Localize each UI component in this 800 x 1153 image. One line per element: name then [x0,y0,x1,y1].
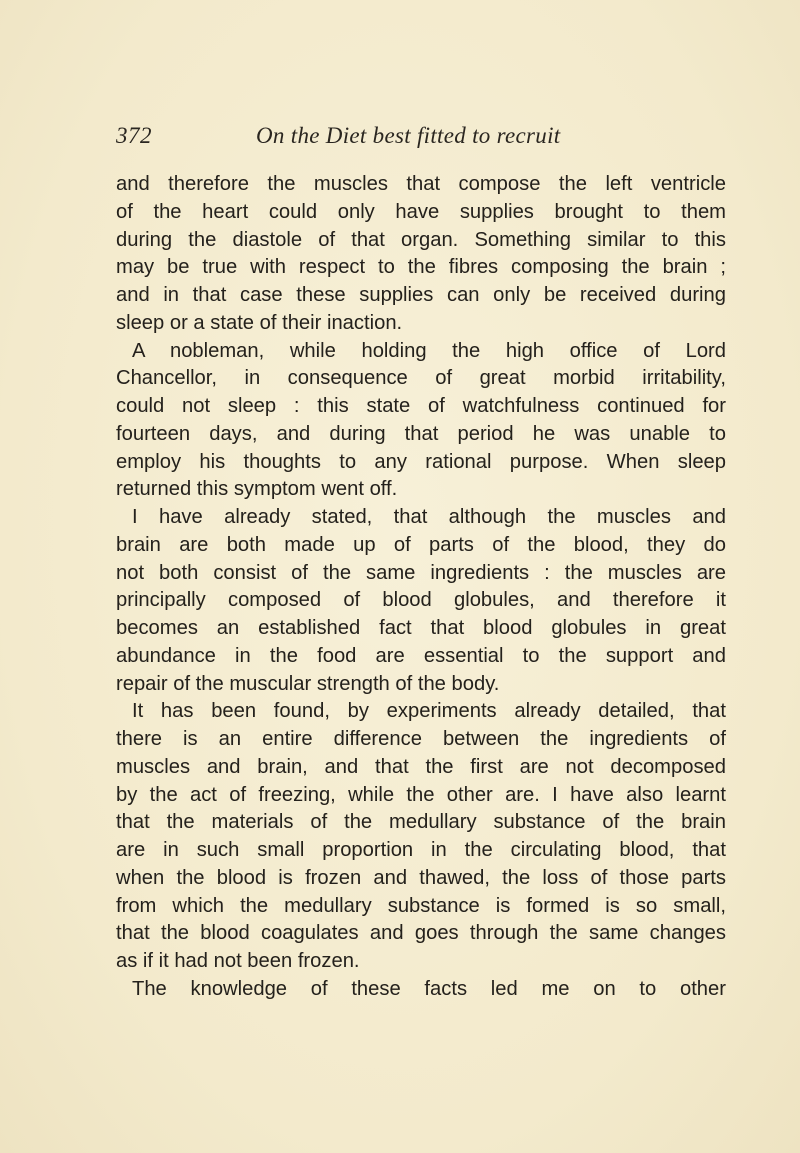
text-line: A nobleman, while holding the high office of Lord [132,339,726,362]
text-line: becomes an established fact that blood globules in great [116,617,726,639]
text-line: returned this symptom went off. [116,478,398,501]
text-line: I have already stated, that although the muscles and [132,506,726,528]
text-line: could not sleep : this state of watchfulness continued for [116,395,726,417]
text-line: during the diastole of that organ. Something similar to this [116,228,726,251]
text-line: principally composed of blood globules, and therefore it [116,589,726,612]
text-line: and in that case these supplies can only be received during [116,284,726,306]
text-line: fourteen days, and during that period he was unable to [116,422,726,445]
text-line: The knowledge of these facts led me on to other [132,977,726,1000]
text-line: are in such small proportion in the circulating blood, that [116,839,726,861]
text-line: of the heart could only have supplies brought to them [116,200,726,223]
text-line: from which the medullary substance is formed is so small, [116,894,726,917]
text-line: employ his thoughts to any rational purpose. When sleep [116,450,726,473]
text-line: there is an entire difference between the ingredients of [116,728,726,750]
body-text [116,171,726,1004]
text-line: sleep or a state of their inaction. [116,311,403,334]
text-line: not both consist of the same ingredients : the muscles are [116,561,726,584]
text-line: muscles and brain, and that the first are not decomposed [116,755,726,778]
text-line: that the blood coagulates and goes through the same changes [116,922,726,945]
text-line: when the blood is frozen and thawed, the loss of those parts [116,866,726,889]
text-line: repair of the muscular strength of the body. [116,672,500,695]
text-line: may be true with respect to the fibres composing the brain ; [116,256,726,279]
text-line: as if it had not been frozen. [116,950,360,972]
text-line: Chancellor, in consequence of great morbid irritability, [116,367,726,390]
page-header [116,123,716,157]
text-line: by the act of freezing, while the other are. I have also learnt [116,783,726,806]
text-line: abundance in the food are essential to the support and [116,644,726,667]
text-line: and therefore the muscles that compose the left ventricle [116,173,726,195]
text-line: It has been found, by experiments already detailed, that [132,700,726,723]
page-number: 372 [116,123,152,148]
running-head: On the Diet best fitted to recruit [256,123,561,148]
text-line: that the materials of the medullary substance of the brain [116,811,726,834]
text-line: brain are both made up of parts of the blood, they do [116,533,726,556]
